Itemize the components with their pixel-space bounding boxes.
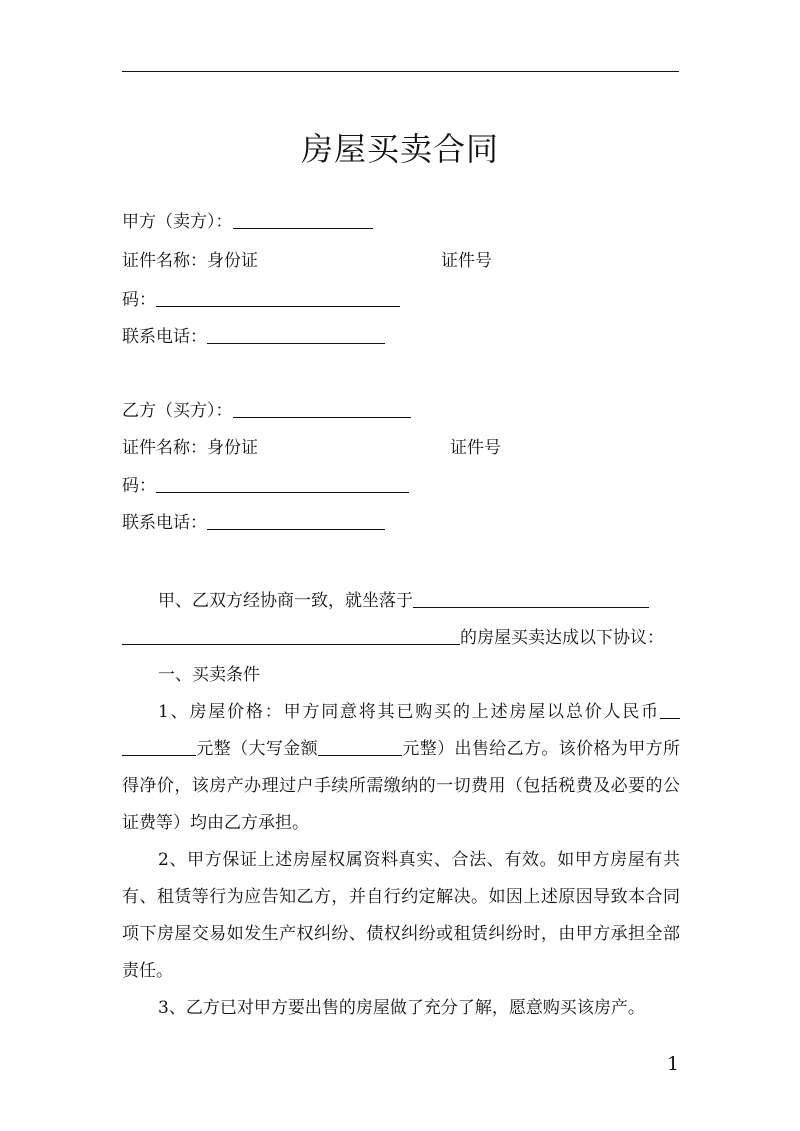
party-b-name-blank: [233, 400, 411, 418]
price-blank-part1: [660, 701, 680, 719]
item3-text: 3、乙方已对甲方要出售的房屋做了充分了解，愿意购买该房产。: [158, 998, 645, 1018]
party-a-name-blank: [233, 211, 373, 229]
party-b-id-number-label: 证件号: [450, 438, 501, 458]
page-number: 1: [667, 1053, 680, 1075]
section1-item3: [122, 990, 680, 1027]
party-b-phone-line: [122, 511, 385, 535]
section1-item2: [122, 842, 680, 990]
party-a-phone-label: 联系电话：: [122, 327, 207, 347]
party-a-phone-line: [122, 325, 385, 349]
agreement-intro-start: 甲、乙双方经协商一致，就坐落于: [158, 591, 413, 611]
section1-item1: [122, 694, 680, 842]
party-a-phone-blank: [207, 326, 385, 344]
item1-unit2: 元整）出售给乙方。该价格为甲方所得净价，该房产办理过户手续所需缴纳的一切费用（包括税费及必要的公证费等）均由乙方承担。: [122, 739, 680, 833]
party-b-id-number-line: [122, 474, 409, 498]
party-a-id-number-suffix: 码：: [122, 290, 156, 310]
section1-heading: 一、买卖条件: [158, 665, 260, 685]
item2-text: 2、甲方保证上述房屋权属资料真实、合法、有效。如甲方房屋有共有、租赁等行为应告知乙方，并自行约定解决。如因上述原因导致本合同项下房屋交易如发生产权纠纷、债权纠纷或租赁纠纷时，由甲方承担全部责任。: [122, 850, 680, 981]
price-in-words-blank: [318, 738, 402, 756]
party-a-id-type: 证件名称：身份证: [122, 251, 258, 271]
header-rule: [122, 71, 679, 72]
party-b-phone-label: 联系电话：: [122, 513, 207, 533]
property-location-blank-2: [122, 627, 460, 645]
party-b-label: 乙方（买方）：: [122, 401, 233, 421]
party-a-id-number-blank: [156, 289, 400, 307]
agreement-intro-line1: [158, 589, 649, 613]
price-blank-part2: [122, 738, 196, 756]
agreement-intro-end: 的房屋买卖达成以下协议：: [460, 628, 664, 648]
document-title: 房屋买卖合同: [300, 130, 499, 168]
party-a-line: [122, 210, 373, 234]
party-b-line: [122, 399, 411, 423]
party-b-id-type: 证件名称：身份证: [122, 438, 258, 458]
party-b-phone-blank: [207, 512, 385, 530]
party-b-id-number-suffix: 码：: [122, 476, 156, 496]
party-a-id-number-line: [122, 288, 400, 312]
item1-start: 1、房屋价格：甲方同意将其已购买的上述房屋以总价人民币: [158, 702, 660, 722]
party-a-id-number-label: 证件号: [441, 251, 492, 271]
party-b-id-number-blank: [156, 475, 409, 493]
agreement-intro-line2: [122, 626, 664, 650]
party-a-label: 甲方（卖方）：: [122, 212, 233, 232]
item1-unit1: 元整（大写金额: [196, 739, 318, 759]
property-location-blank-1: [413, 590, 649, 608]
